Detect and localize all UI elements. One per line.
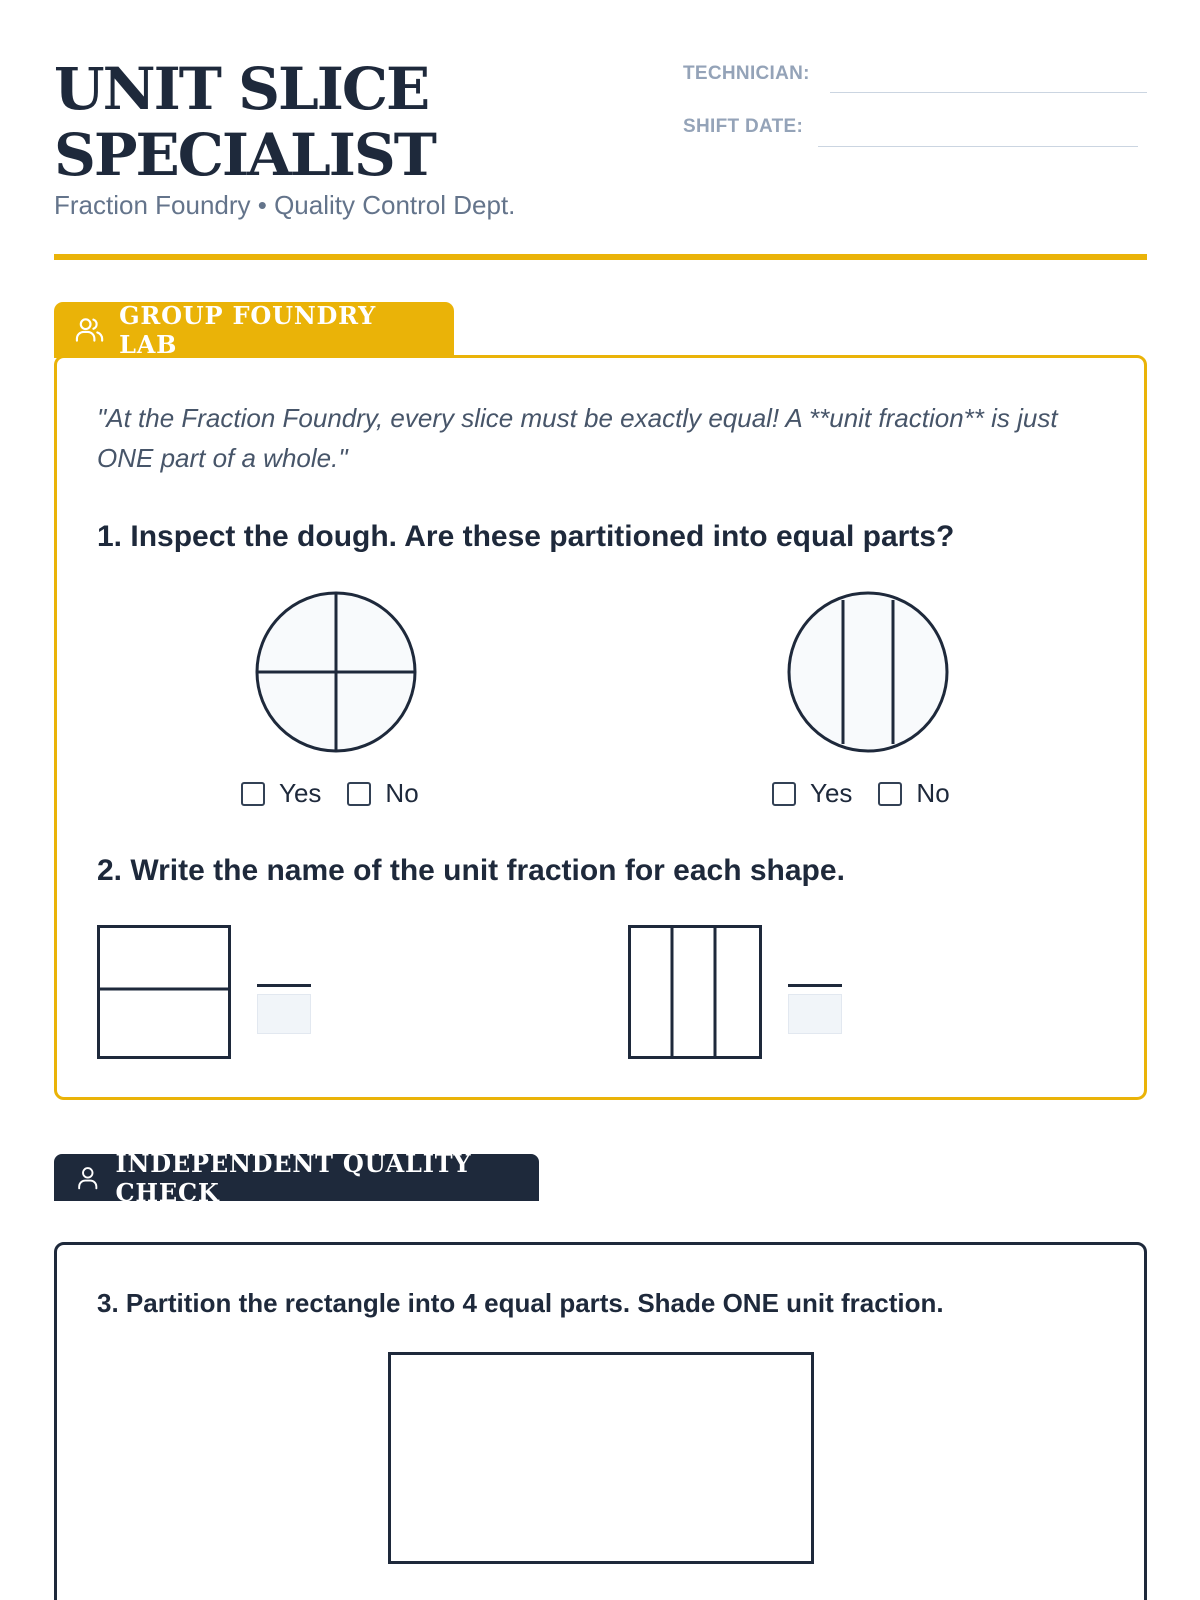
shift-date-label: SHIFT DATE: bbox=[683, 116, 804, 137]
independent-check-tab bbox=[54, 1148, 539, 1207]
circle-quarters bbox=[254, 590, 418, 754]
technician-label: TECHNICIAN: bbox=[683, 63, 810, 84]
rectangle-halves bbox=[97, 925, 231, 1059]
page-title bbox=[54, 56, 435, 188]
q1-shape2-yes-label: Yes bbox=[810, 778, 853, 808]
title-line-2: SPECIALIST bbox=[54, 121, 435, 189]
question-2: 2. Write the name of the unit fraction for each shape. bbox=[97, 854, 845, 887]
shift-date-field[interactable] bbox=[818, 146, 1138, 147]
circle-unequal-thirds bbox=[786, 590, 950, 754]
q2-shape1-answer-box[interactable] bbox=[257, 994, 311, 1034]
q1-shape1-choices bbox=[241, 778, 445, 809]
rectangle-thirds bbox=[628, 925, 762, 1059]
independent-check-tab-label: INDEPENDENT QUALITY CHECK bbox=[115, 1148, 472, 1207]
q2-shape2-fraction-bar bbox=[788, 984, 842, 987]
q1-shape2-no-checkbox[interactable] bbox=[878, 782, 902, 806]
intro-quote: "At the Fraction Foundry, every slice must be exactly equal! A **unit fraction** is just ONE part of a whole." bbox=[97, 403, 1058, 473]
users-icon bbox=[74, 314, 105, 346]
question-3: 3. Partition the rectangle into 4 equal parts. Shade ONE unit fraction. bbox=[97, 1288, 944, 1318]
partition-rectangle[interactable] bbox=[388, 1352, 814, 1564]
title-line-1: UNIT SLICE bbox=[54, 55, 429, 123]
q2-shape1-fraction-bar bbox=[257, 984, 311, 987]
q2-shape2-answer-box[interactable] bbox=[788, 994, 842, 1034]
technician-field[interactable] bbox=[830, 92, 1147, 93]
question-1: 1. Inspect the dough. Are these partitioned into equal parts? bbox=[97, 520, 955, 553]
page-subtitle: Fraction Foundry • Quality Control Dept. bbox=[54, 190, 516, 220]
header-divider bbox=[54, 254, 1147, 260]
user-icon bbox=[74, 1162, 102, 1194]
q1-shape1-no-checkbox[interactable] bbox=[347, 782, 371, 806]
q1-shape1-no-label: No bbox=[385, 778, 419, 808]
q1-shape1-yes-label: Yes bbox=[279, 778, 322, 808]
q1-shape2-yes-checkbox[interactable] bbox=[772, 782, 796, 806]
q1-shape2-no-label: No bbox=[916, 778, 950, 808]
group-lab-tab bbox=[54, 302, 454, 358]
q1-shape2-choices bbox=[772, 778, 976, 809]
group-lab-tab-label: GROUP FOUNDRY LAB bbox=[119, 301, 377, 359]
q1-shape1-yes-checkbox[interactable] bbox=[241, 782, 265, 806]
